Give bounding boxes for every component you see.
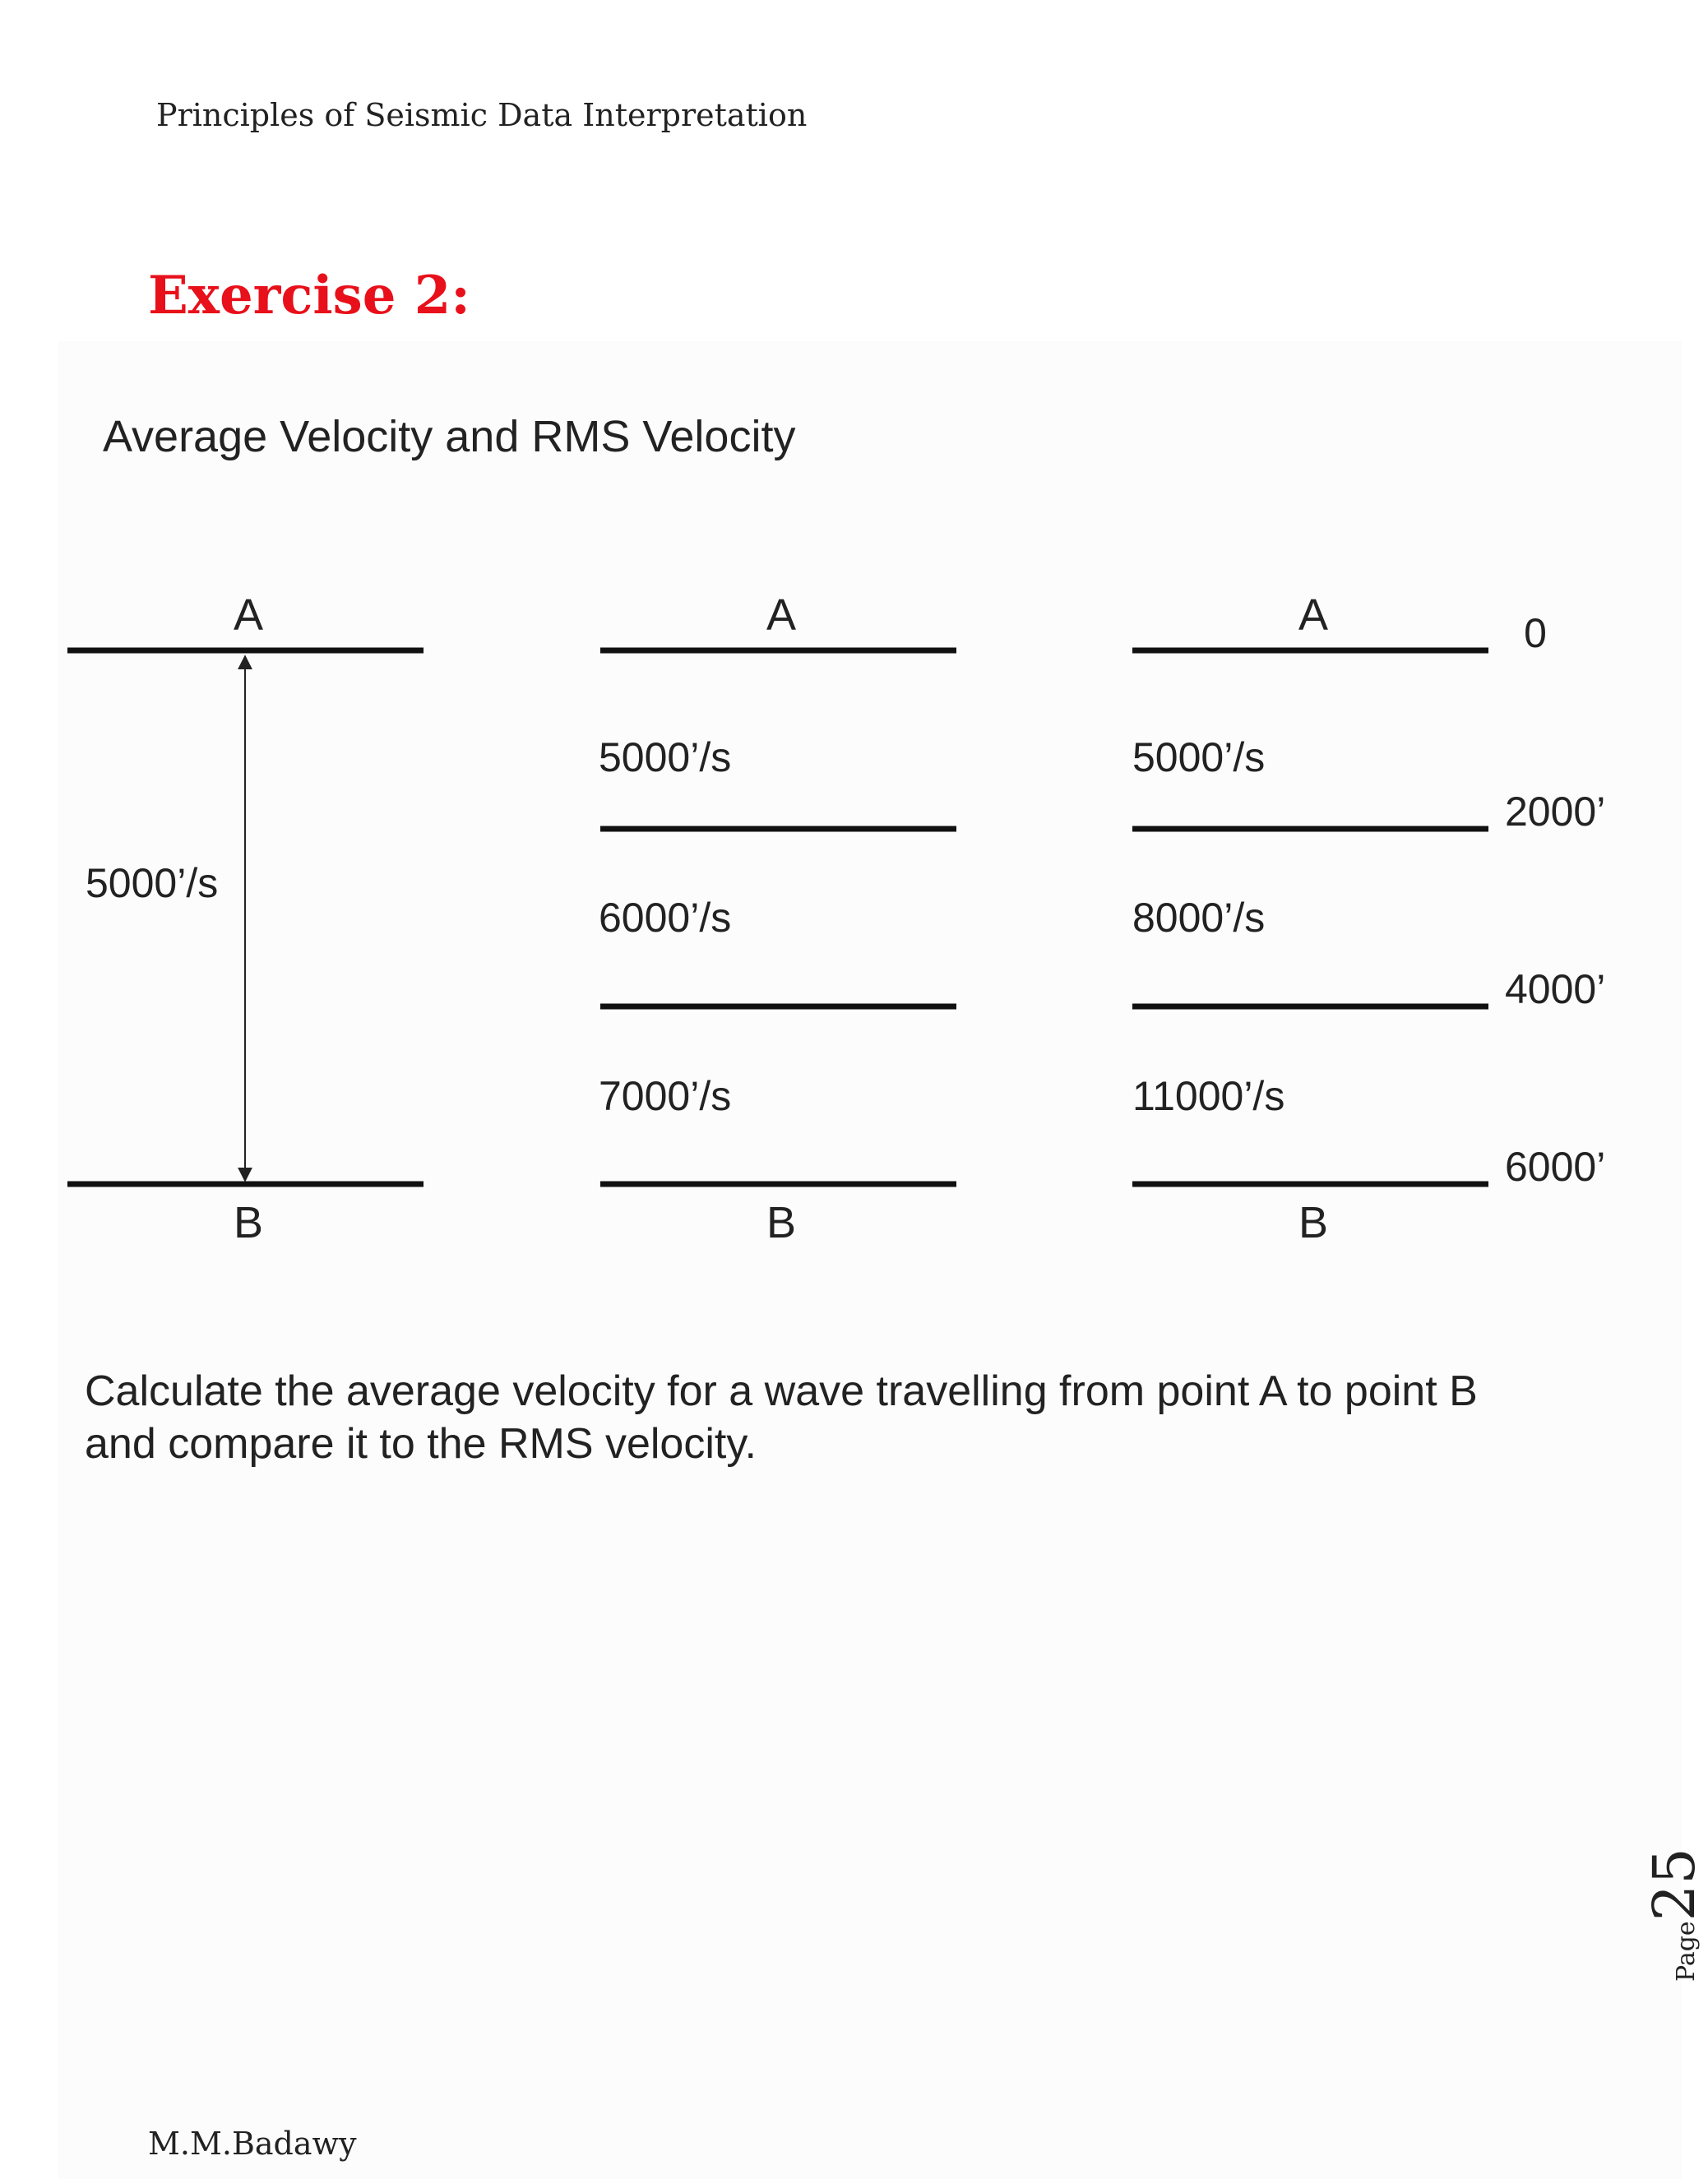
- model3-layer2-velocity: 8000’/s: [1132, 895, 1266, 941]
- model3-top-label: A: [1298, 590, 1329, 640]
- model2-layer1-velocity: 5000’/s: [599, 734, 732, 780]
- model3-layer1-velocity: 5000’/s: [1132, 734, 1266, 780]
- depth-label-2000: 2000’: [1505, 789, 1606, 835]
- model1-velocity-label: 5000’/s: [86, 860, 219, 906]
- model3-layer3-velocity: 11000’/s: [1132, 1073, 1285, 1119]
- question-line-2: and compare it to the RMS velocity.: [85, 1420, 757, 1468]
- depth-label-6000: 6000’: [1505, 1144, 1606, 1190]
- depth-label-0: 0: [1524, 610, 1547, 656]
- model1-bottom-label: B: [233, 1198, 264, 1247]
- model2-bottom-label: B: [766, 1198, 797, 1247]
- model2-top-label: A: [766, 590, 797, 640]
- question-line-1: Calculate the average velocity for a wave travelling from point A to point B: [85, 1367, 1478, 1415]
- page-number-value: 25: [1641, 1848, 1708, 1922]
- exercise-title: Exercise 2:: [148, 265, 470, 326]
- page-number: [1641, 1848, 1708, 1982]
- slide-title: Average Velocity and RMS Velocity: [103, 412, 796, 461]
- question-text: [85, 1365, 1647, 1470]
- model3-bottom-label: B: [1298, 1198, 1329, 1247]
- depth-label-4000: 4000’: [1505, 966, 1606, 1012]
- model1-top-label: A: [233, 590, 264, 640]
- model2-layer3-velocity: 7000’/s: [599, 1073, 732, 1119]
- model2-layer2-velocity: 6000’/s: [599, 895, 732, 941]
- author-footer: M.M.Badawy: [148, 2126, 357, 2162]
- running-header: Principles of Seismic Data Interpretation: [156, 97, 808, 133]
- page-word: Page: [1672, 1921, 1701, 1982]
